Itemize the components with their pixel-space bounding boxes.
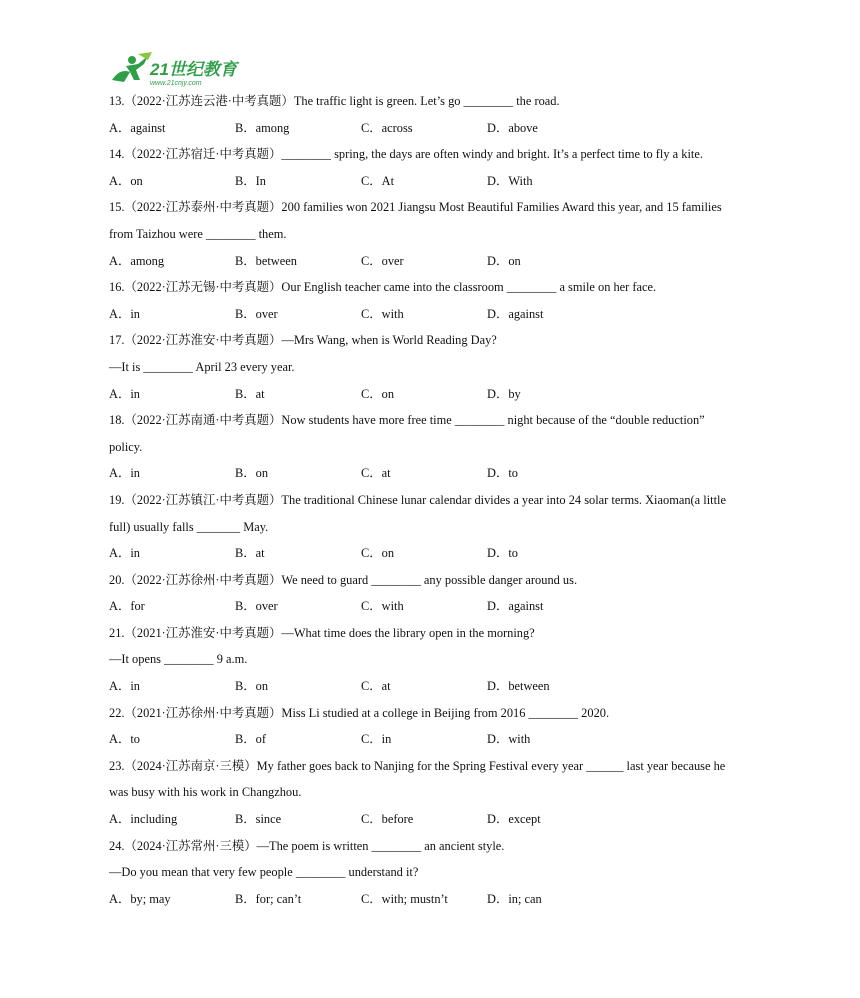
answer-option: A．by; may [109,891,171,906]
answer-option: C．at [361,466,391,481]
answer-options [109,886,759,913]
answer-option: C．with [361,599,404,614]
answer-option: A．against [109,120,166,135]
question-text: 24.（2024·江苏常州·三模）—The poem is written ________ an ancient style. [109,838,505,853]
answer-option: B．over [235,306,278,321]
runner-logo-icon [108,50,248,90]
answer-option: C．across [361,120,413,135]
answer-option: B．In [235,173,266,188]
answer-options [109,301,759,328]
answer-option: C．on [361,386,395,401]
answer-option: A．among [109,253,165,268]
answer-option: B．on [235,679,269,694]
answer-option: A．in [109,679,140,694]
answer-option: B．since [235,812,282,827]
question [109,274,759,327]
answer-option: D．to [487,546,518,561]
question [109,194,759,274]
answer-option: B．at [235,546,265,561]
answer-options [109,248,759,275]
answer-option: A．including [109,812,178,827]
answer-options [109,115,759,142]
answer-option: D．With [487,173,533,188]
answer-option: D．in; can [487,891,542,906]
answer-option: D．on [487,253,521,268]
answer-option: A．on [109,173,143,188]
question-text: 19.（2022·江苏镇江·中考真题）The traditional Chinese lunar calendar divides a year into 24 solar terms. Xiaoman(a little [109,492,726,507]
answer-option: A．in [109,546,140,561]
answer-options [109,726,759,753]
answer-options [109,381,759,408]
question [109,620,759,700]
answer-option: C．at [361,679,391,694]
answer-options [109,673,759,700]
question-text: 13.（2022·江苏连云港·中考真题）The traffic light is green. Let’s go ________ the road. [109,94,560,108]
answer-option: D．with [487,732,531,747]
question-text: 20.（2022·江苏徐州·中考真题）We need to guard ________ any possible danger around us. [109,572,578,587]
logo-text: 21世纪教育 [150,60,237,79]
answer-option: A．for [109,599,145,614]
answer-option: A．in [109,306,140,321]
answer-option: C．At [361,173,395,188]
answer-option: B．for; can’t [235,891,302,906]
answer-option: C．with [361,306,404,321]
answer-option: A．in [109,466,140,481]
site-logo [108,50,248,90]
question [109,700,759,753]
answer-options [109,806,759,833]
question-text: 15.（2022·江苏泰州·中考真题）200 families won 2021 Jiangsu Most Beautiful Families Award this year, and 15 families [109,200,722,215]
answer-option: D．except [487,812,541,827]
question-text: policy. [109,439,143,454]
answer-option: B．on [235,466,269,481]
question-text: full) usually falls _______ May. [109,519,269,534]
question-text: from Taizhou were ________ them. [109,226,287,241]
question-text: —It opens ________ 9 a.m. [109,652,248,667]
answer-option: B．among [235,120,290,135]
question-text: 22.（2021·江苏徐州·中考真题）Miss Li studied at a college in Beijing from 2016 ________ 2020. [109,705,610,720]
question-text: —Do you mean that very few people ________ understand it? [109,865,419,880]
answer-option: D．against [487,599,544,614]
question [109,327,759,407]
answer-option: C．over [361,253,404,268]
question-text: 14.（2022·江苏宿迁·中考真题）________ spring, the days are often windy and bright. It’s a perfect time to fly a kite. [109,147,703,162]
question-text: 23.（2024·江苏南京·三模）My father goes back to Nanjing for the Spring Festival every year ______ last year because he [109,758,726,773]
question [109,567,759,620]
question [109,753,759,833]
answer-option: C．in [361,732,392,747]
answer-option: D．against [487,306,544,321]
answer-options [109,460,759,487]
answer-option: B．at [235,386,265,401]
question-text: 18.（2022·江苏南通·中考真题）Now students have more free time ________ night because of the “double reduction” [109,413,705,428]
answer-option: D．by [487,386,521,401]
answer-options [109,168,759,195]
question [109,407,759,487]
question-text: was busy with his work in Changzhou. [109,785,302,800]
answer-options [109,593,759,620]
question-list [109,88,759,912]
answer-option: B．between [235,253,297,268]
answer-option: D．above [487,120,538,135]
question [109,487,759,567]
answer-option: D．between [487,679,550,694]
logo-url: www.21cnjy.com [150,80,202,87]
answer-option: B．over [235,599,278,614]
answer-options [109,540,759,567]
answer-option: C．with; mustn’t [361,891,448,906]
question [109,141,759,194]
question-text: —It is ________ April 23 every year. [109,359,295,374]
answer-option: D．to [487,466,518,481]
answer-option: A．in [109,386,140,401]
question [109,88,759,141]
question-text: 17.（2022·江苏淮安·中考真题）—Mrs Wang, when is World Reading Day? [109,333,497,348]
question-text: 21.（2021·江苏淮安·中考真题）—What time does the library open in the morning? [109,625,535,640]
answer-option: C．on [361,546,395,561]
answer-option: B．of [235,732,266,747]
question [109,833,759,913]
answer-option: C．before [361,812,414,827]
question-text: 16.（2022·江苏无锡·中考真题）Our English teacher came into the classroom ________ a smile on her face. [109,280,657,295]
answer-option: A．to [109,732,140,747]
